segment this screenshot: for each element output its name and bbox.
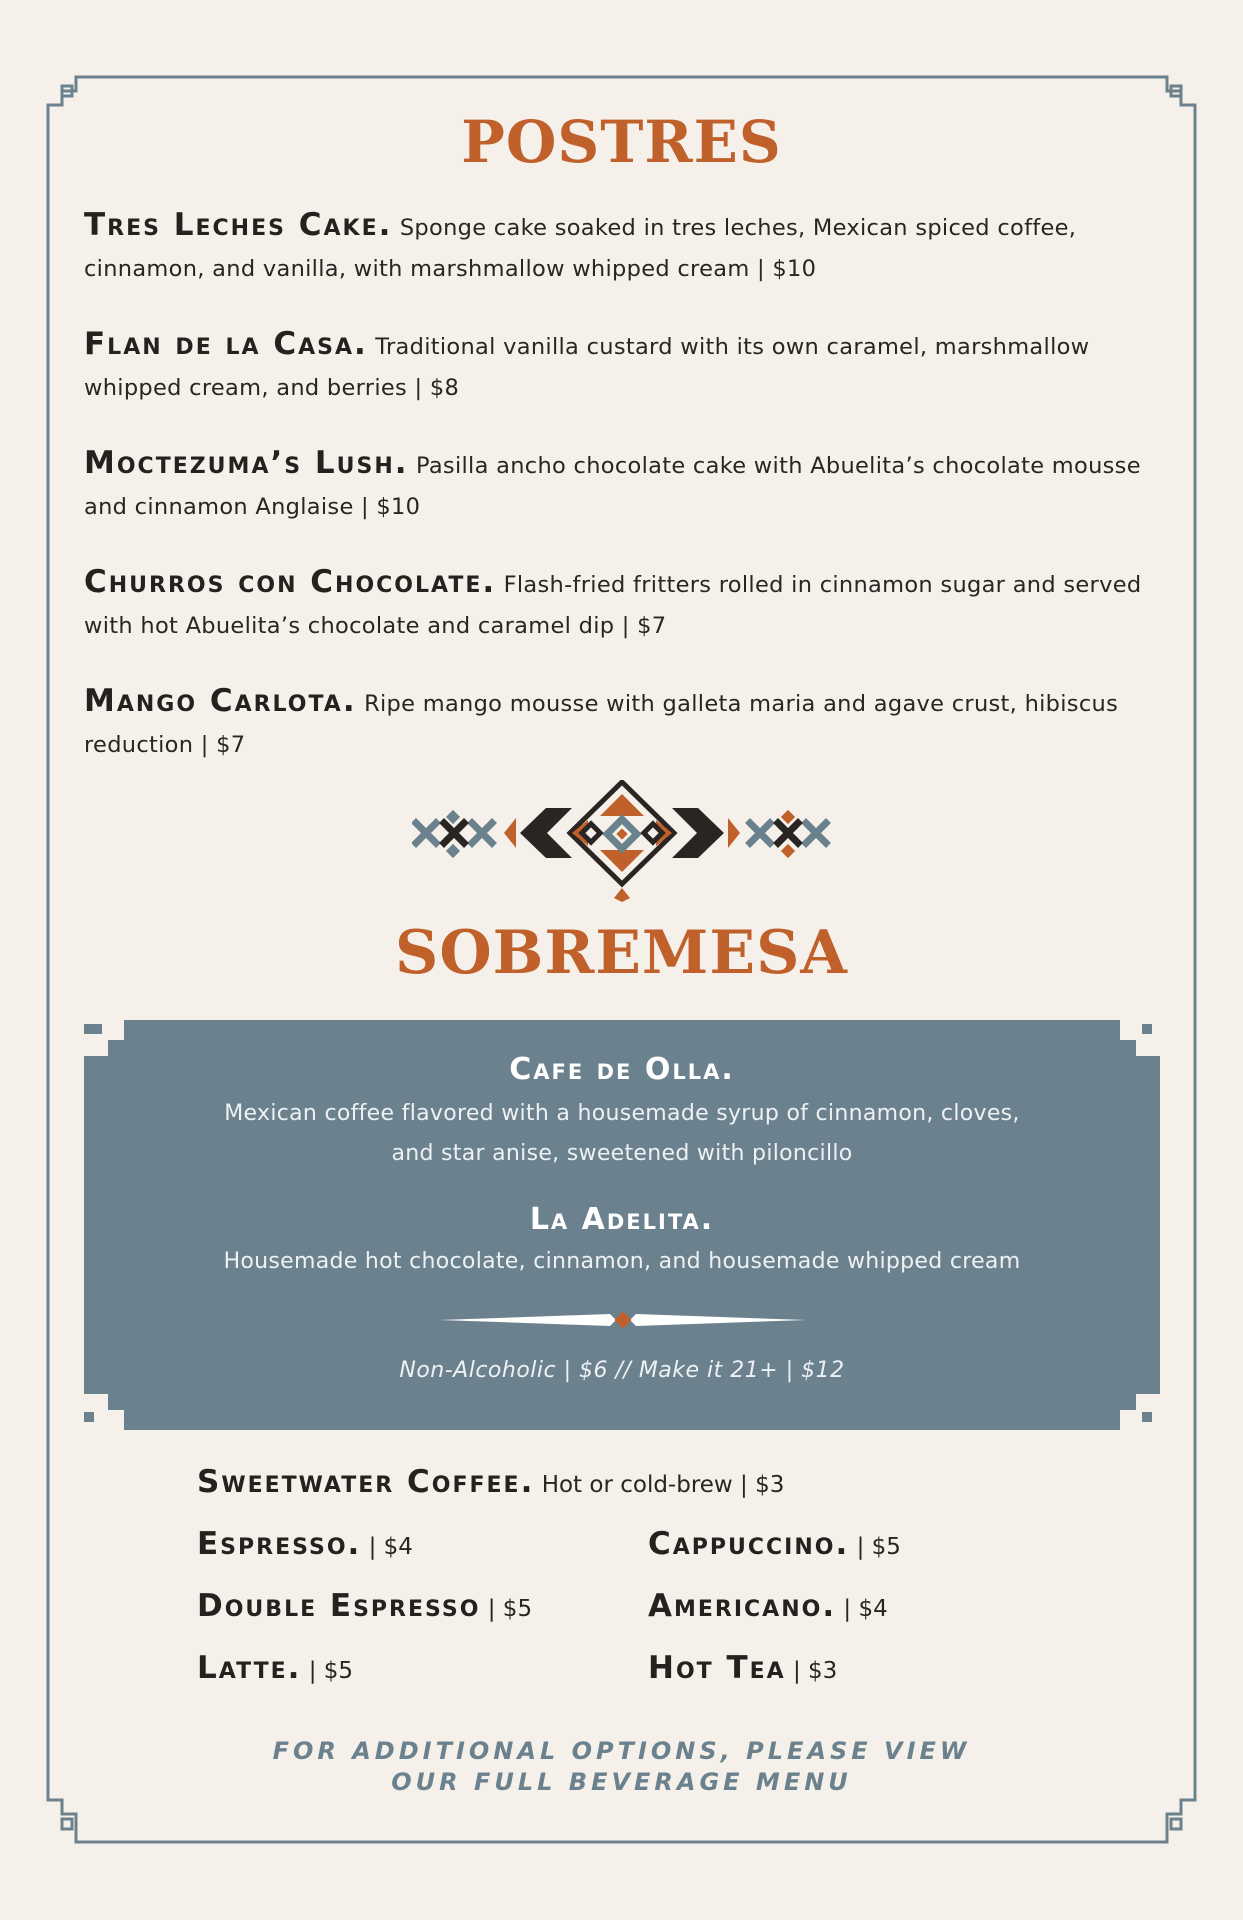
footer-line-2: OUR FULL BEVERAGE MENU: [391, 1768, 852, 1796]
coffee-item-sweetwater: [197, 1464, 784, 1500]
coffee-price: | $5: [308, 1658, 354, 1684]
coffee-item-double-espresso: [197, 1588, 532, 1624]
coffee-detail: Hot or cold-brew | $3: [541, 1472, 785, 1498]
coffee-price: | $5: [856, 1534, 901, 1560]
drink-description: and star anise, sweetened with piloncillo: [391, 1141, 853, 1166]
coffee-price: | $4: [843, 1596, 888, 1622]
dessert-item-churros: [84, 562, 1164, 647]
footer-line-1: FOR ADDITIONAL OPTIONS, PLEASE VIEW: [272, 1737, 971, 1765]
dessert-name: Flan de la Casa.: [84, 326, 368, 362]
dessert-description: Pasilla ancho chocolate cake with Abuelita’s chocolate mousse and cinnamon Anglaise | $10: [84, 453, 1141, 520]
coffee-name: Double Espresso: [197, 1588, 481, 1624]
dessert-item-tres-leches: [84, 205, 1164, 290]
dessert-description: Sponge cake soaked in tres leches, Mexican spiced coffee, cinnamon, and vanilla, with marshmallow whipped cream | $10: [84, 215, 1077, 282]
drink-name-cafe-de-olla: Cafe de Olla.: [509, 1052, 735, 1087]
coffee-item-americano: [648, 1588, 888, 1624]
dessert-item-flan: [84, 324, 1164, 409]
dessert-name: Moctezuma’s Lush.: [84, 445, 409, 481]
dessert-item-mango-carlota: [84, 681, 1164, 766]
coffee-name: Latte.: [197, 1650, 302, 1686]
divider-ornament-icon: [440, 1310, 806, 1330]
coffee-price: | $5: [487, 1596, 533, 1622]
aztec-ornament-icon: [412, 780, 832, 902]
coffee-name: Cappuccino.: [648, 1526, 850, 1562]
coffee-price: | $3: [792, 1658, 838, 1684]
coffee-name: Hot Tea: [648, 1650, 786, 1686]
coffee-item-espresso: [197, 1526, 413, 1562]
dessert-name: Churros con Chocolate.: [84, 564, 497, 600]
dessert-description: Ripe mango mousse with galleta maria and agave crust, hibiscus reduction | $7: [84, 691, 1119, 758]
dessert-name: Mango Carlota.: [84, 683, 357, 719]
dessert-description: Traditional vanilla custard with its own caramel, marshmallow whipped cream, and berries | $8: [84, 334, 1090, 401]
dessert-name: Tres Leches Cake.: [84, 207, 393, 243]
sobremesa-pricing: Non-Alcoholic | $6 // Make it 21+ | $12: [399, 1358, 845, 1383]
sobremesa-heading: SOBREMESA: [395, 918, 848, 988]
postres-heading: POSTRES: [461, 108, 782, 176]
beverage-menu-note: [0, 1736, 1243, 1798]
coffee-item-cappuccino: [648, 1526, 901, 1562]
dessert-item-moctezumas-lush: [84, 443, 1164, 528]
drink-description: Mexican coffee flavored with a housemade syrup of cinnamon, cloves,: [224, 1101, 1020, 1126]
coffee-item-latte: [197, 1650, 353, 1686]
drink-name-la-adelita: La Adelita.: [529, 1202, 715, 1237]
coffee-price: | $4: [368, 1534, 413, 1560]
coffee-name: Espresso.: [197, 1526, 362, 1562]
dessert-description: Flash-fried fritters rolled in cinnamon sugar and served with hot Abuelita’s chocolate and caramel dip | $7: [84, 572, 1142, 639]
coffee-name: Americano.: [648, 1588, 837, 1624]
coffee-item-hot-tea: [648, 1650, 837, 1686]
drink-description: Housemade hot chocolate, cinnamon, and housemade whipped cream: [223, 1249, 1021, 1274]
coffee-name: Sweetwater Coffee.: [197, 1464, 535, 1500]
